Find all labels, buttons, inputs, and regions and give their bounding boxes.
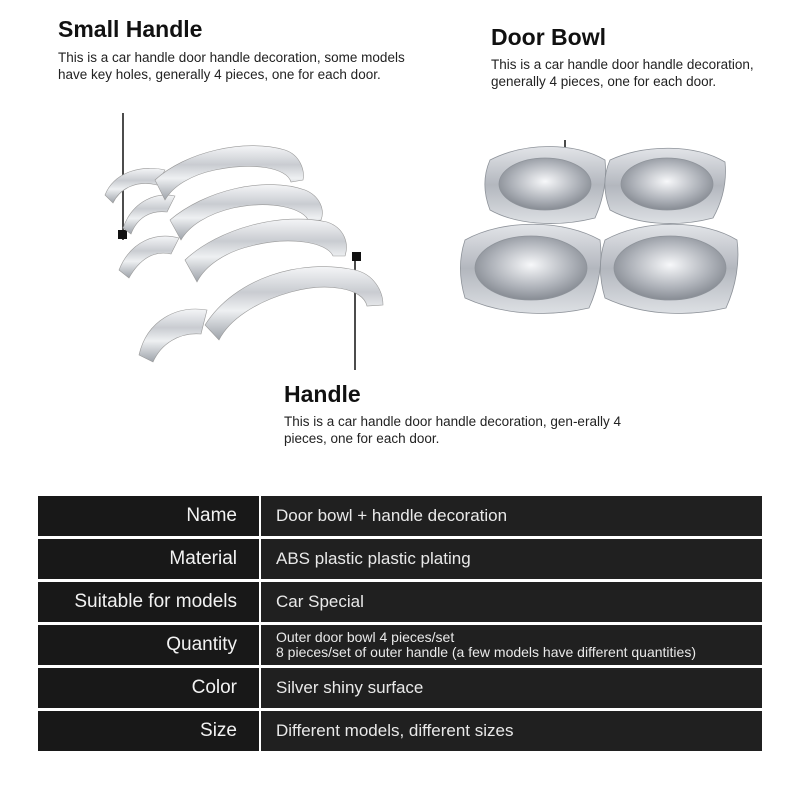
spec-value: Door bowl + handle decoration: [260, 496, 762, 538]
spec-value: Different models, different sizes: [260, 710, 762, 752]
spec-value: ABS plastic plastic plating: [260, 538, 762, 581]
handle-title: Handle: [284, 381, 361, 407]
spec-row-quantity: [38, 624, 762, 667]
spec-value: [260, 624, 762, 667]
spec-row-models: [38, 581, 762, 624]
handle-covers-image: [95, 100, 395, 370]
spec-value-line: Outer door bowl 4 pieces/set: [276, 629, 455, 645]
spec-label: Quantity: [38, 624, 260, 667]
spec-label: Name: [38, 496, 260, 538]
door-bowl-description: This is a car handle door handle decoration, generally 4 pieces, one for each door.: [491, 57, 754, 89]
spec-row-size: [38, 710, 762, 752]
spec-row-color: [38, 667, 762, 710]
spec-row-name: [38, 496, 762, 538]
spec-label: Color: [38, 667, 260, 710]
small-handle-title: Small Handle: [58, 16, 203, 42]
spec-label: Suitable for models: [38, 581, 260, 624]
spec-label: Material: [38, 538, 260, 581]
spec-value: Car Special: [260, 581, 762, 624]
spec-row-material: [38, 538, 762, 581]
spec-table: [38, 496, 762, 751]
spec-value-line: 8 pieces/set of outer handle (a few models have different quantities): [276, 644, 696, 660]
door-bowl-title: Door Bowl: [491, 24, 606, 50]
spec-label: Size: [38, 710, 260, 752]
handle-description: This is a car handle door handle decoration, gen-erally 4 pieces, one for each door.: [284, 414, 621, 446]
spec-value: Silver shiny surface: [260, 667, 762, 710]
door-bowl-image: [455, 140, 745, 340]
small-handle-description: This is a car handle door handle decoration, some models have key holes, generally 4 pieces, one for each door.: [58, 50, 405, 82]
